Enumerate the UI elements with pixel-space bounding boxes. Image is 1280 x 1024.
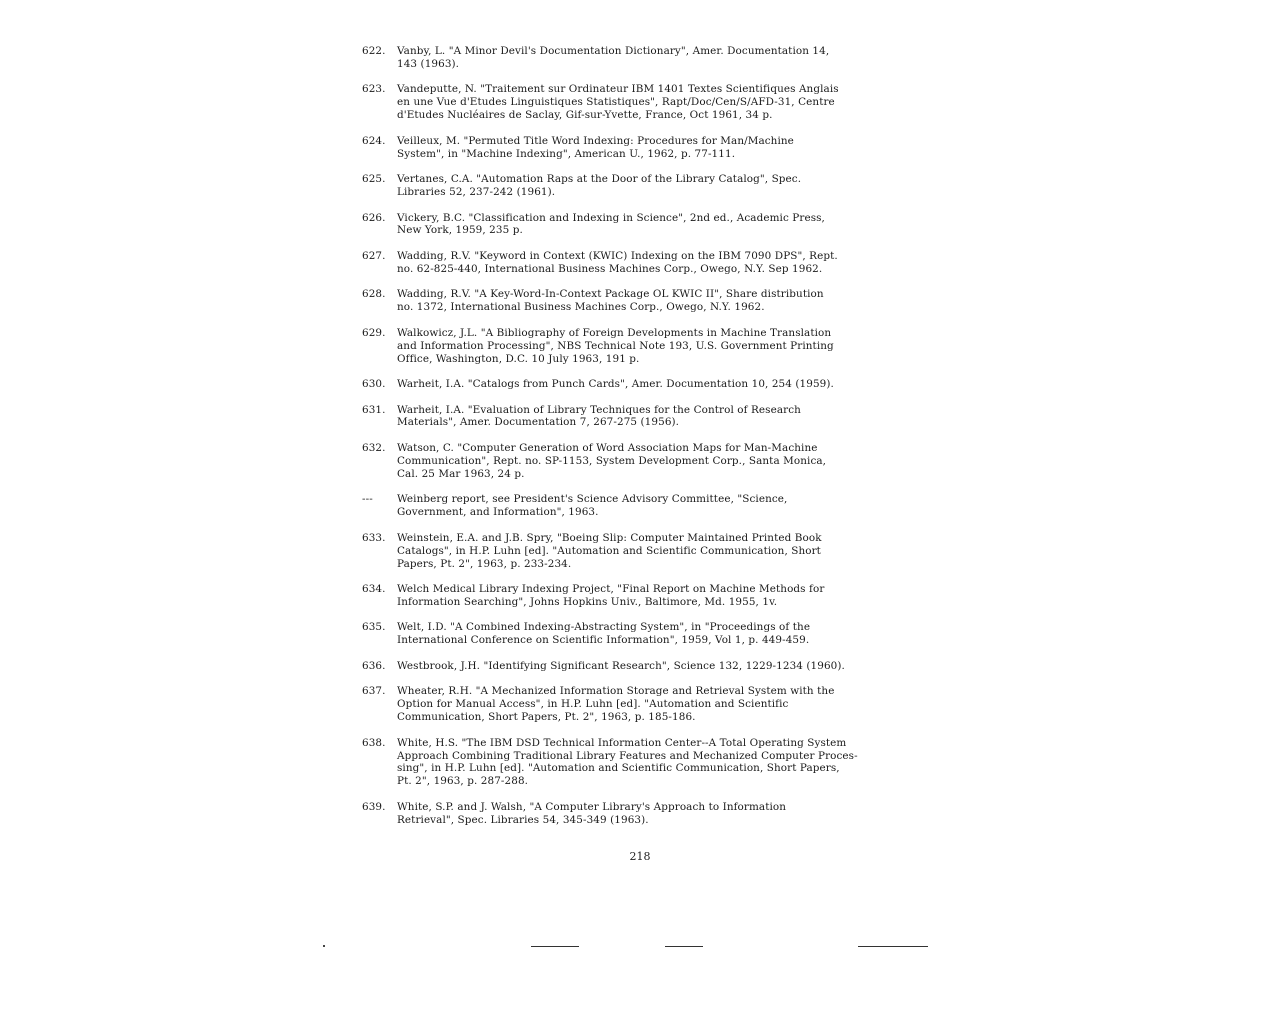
- reference-text: [397, 212, 892, 238]
- reference-line: Libraries 52, 237-242 (1961).: [397, 186, 556, 199]
- reference-line: Warheit, I.A. "Evaluation of Library Techniques for the Control of Research: [397, 403, 801, 416]
- reference-text: [397, 737, 892, 789]
- reference-text: [397, 250, 892, 276]
- reference-line: Weinberg report, see President's Science Advisory Committee, "Science,: [397, 493, 788, 506]
- reference-line: Wheater, R.H. "A Mechanized Information Storage and Retrieval System with the: [397, 685, 835, 698]
- reference-line: 143 (1963).: [397, 57, 460, 70]
- reference-number: 631.: [362, 403, 386, 416]
- reference-text: [397, 621, 892, 647]
- reference-number: 629.: [362, 326, 386, 339]
- reference-line: Approach Combining Traditional Library Features and Mechanized Computer Proces-: [397, 749, 858, 762]
- reference-line: Cal. 25 Mar 1963, 24 p.: [397, 467, 525, 480]
- reference-line: no. 62-825-440, International Business Machines Corp., Owego, N.Y. Sep 1962.: [397, 262, 823, 275]
- reference-text: [397, 378, 892, 391]
- reference-line: Retrieval", Spec. Libraries 54, 345-349 (1963).: [397, 813, 649, 826]
- reference-line: Government, and Information", 1963.: [397, 506, 599, 519]
- reference-number: 626.: [362, 211, 386, 224]
- reference-entry: [362, 45, 892, 71]
- reference-text: [397, 801, 892, 827]
- reference-number: 639.: [362, 800, 386, 813]
- reference-line: Materials", Amer. Documentation 7, 267-275 (1956).: [397, 416, 680, 429]
- reference-text: [397, 173, 892, 199]
- reference-line: Vanby, L. "A Minor Devil's Documentation Dictionary", Amer. Documentation 14,: [397, 45, 830, 57]
- reference-text: [397, 660, 892, 673]
- reference-line: Vandeputte, N. "Traitement sur Ordinateur IBM 1401 Textes Scientifiques Anglais: [397, 83, 839, 96]
- reference-text: [397, 288, 892, 314]
- reference-entry: [362, 801, 892, 827]
- reference-text: [397, 583, 892, 609]
- reference-line: en une Vue d'Etudes Linguistiques Statistiques", Rapt/Doc/Cen/S/AFD-31, Centre: [397, 96, 835, 109]
- reference-text: [397, 685, 892, 724]
- reference-text: [397, 45, 892, 71]
- reference-line: Office, Washington, D.C. 10 July 1963, 191 p.: [397, 352, 640, 365]
- reference-text: [397, 135, 892, 161]
- reference-number: 637.: [362, 685, 386, 698]
- reference-line: Pt. 2", 1963, p. 287-288.: [397, 775, 529, 788]
- reference-line: Information Searching", Johns Hopkins Univ., Baltimore, Md. 1955, 1v.: [397, 595, 778, 608]
- reference-line: Vertanes, C.A. "Automation Raps at the Door of the Library Catalog", Spec.: [397, 173, 802, 186]
- reference-line: Papers, Pt. 2", 1963, p. 233-234.: [397, 557, 572, 570]
- reference-line: Option for Manual Access", in H.P. Luhn [ed]. "Automation and Scientific: [397, 698, 789, 711]
- reference-number: 638.: [362, 736, 386, 749]
- reference-number: 633.: [362, 531, 386, 544]
- reference-number: 624.: [362, 134, 386, 147]
- reference-number: 625.: [362, 173, 386, 186]
- reference-entry: [362, 212, 892, 238]
- reference-entry: [362, 83, 892, 122]
- reference-entry: [362, 737, 892, 789]
- reference-entry: [362, 583, 892, 609]
- reference-entry: [362, 250, 892, 276]
- footer-rule: [531, 946, 579, 947]
- reference-text: [397, 493, 892, 519]
- footer-mark: [323, 945, 325, 947]
- reference-line: sing", in H.P. Luhn [ed]. "Automation and Scientific Communication, Short Papers,: [397, 762, 840, 775]
- reference-line: System", in "Machine Indexing", American U., 1962, p. 77-111.: [397, 147, 736, 160]
- reference-number: 630.: [362, 378, 386, 391]
- reference-text: [397, 532, 892, 571]
- reference-text: [397, 442, 892, 481]
- reference-line: Veilleux, M. "Permuted Title Word Indexing: Procedures for Man/Machine: [397, 134, 794, 147]
- footer-rule: [858, 946, 928, 947]
- reference-number: 636.: [362, 659, 386, 672]
- reference-number: 622.: [362, 45, 386, 57]
- reference-line: Wadding, R.V. "Keyword in Context (KWIC) Indexing on the IBM 7090 DPS", Rept.: [397, 249, 838, 262]
- reference-text: [397, 83, 892, 122]
- reference-line: Communication, Short Papers, Pt. 2", 1963, p. 185-186.: [397, 711, 696, 724]
- reference-number: 634.: [362, 583, 386, 595]
- reference-line: White, S.P. and J. Walsh, "A Computer Library's Approach to Information: [397, 800, 787, 813]
- reference-number: 627.: [362, 249, 386, 262]
- reference-list: [362, 45, 892, 839]
- reference-number: 623.: [362, 83, 386, 96]
- reference-line: Catalogs", in H.P. Luhn [ed]. "Automation and Scientific Communication, Short: [397, 544, 821, 557]
- reference-entry: [362, 135, 892, 161]
- reference-entry: [362, 442, 892, 481]
- reference-line: d'Etudes Nucléaires de Saclay, Gif-sur-Yvette, France, Oct 1961, 34 p.: [397, 109, 773, 122]
- reference-entry: [362, 404, 892, 430]
- reference-line: New York, 1959, 235 p.: [397, 224, 523, 237]
- reference-number: 632.: [362, 441, 386, 454]
- reference-line: no. 1372, International Business Machines Corp., Owego, N.Y. 1962.: [397, 301, 765, 314]
- reference-number: ---: [362, 493, 373, 506]
- reference-entry: [362, 288, 892, 314]
- reference-entry: [362, 173, 892, 199]
- reference-entry: [362, 621, 892, 647]
- reference-number: 628.: [362, 288, 386, 301]
- reference-line: Weinstein, E.A. and J.B. Spry, "Boeing Slip: Computer Maintained Printed Book: [397, 531, 822, 544]
- reference-line: Watson, C. "Computer Generation of Word Association Maps for Man-Machine: [397, 441, 818, 454]
- reference-entry: [362, 660, 892, 673]
- reference-line: International Conference on Scientific Information", 1959, Vol 1, p. 449-459.: [397, 634, 810, 647]
- reference-entry: [362, 493, 892, 519]
- reference-text: [397, 327, 892, 366]
- reference-number: 635.: [362, 621, 386, 634]
- reference-entry: [362, 378, 892, 391]
- reference-line: Wadding, R.V. "A Key-Word-In-Context Package OL KWIC II", Share distribution: [397, 288, 824, 301]
- page-number: 218: [629, 850, 651, 863]
- reference-line: and Information Processing", NBS Technical Note 193, U.S. Government Printing: [397, 339, 834, 352]
- reference-text: [397, 404, 892, 430]
- reference-line: Welt, I.D. "A Combined Indexing-Abstracting System", in "Proceedings of the: [397, 621, 811, 634]
- footer-rule: [665, 946, 703, 947]
- reference-line: Welch Medical Library Indexing Project, "Final Report on Machine Methods for: [397, 583, 825, 595]
- reference-entry: [362, 532, 892, 571]
- reference-entry: [362, 327, 892, 366]
- reference-line: Vickery, B.C. "Classification and Indexing in Science", 2nd ed., Academic Press,: [397, 211, 825, 224]
- reference-entry: [362, 685, 892, 724]
- reference-line: Westbrook, J.H. "Identifying Significant Research", Science 132, 1229-1234 (1960).: [397, 659, 845, 672]
- reference-line: Warheit, I.A. "Catalogs from Punch Cards", Amer. Documentation 10, 254 (1959).: [397, 378, 834, 391]
- reference-line: Communication", Rept. no. SP-1153, System Development Corp., Santa Monica,: [397, 454, 827, 467]
- reference-line: White, H.S. "The IBM DSD Technical Information Center--A Total Operating System: [397, 736, 847, 749]
- reference-line: Walkowicz, J.L. "A Bibliography of Foreign Developments in Machine Translation: [397, 326, 832, 339]
